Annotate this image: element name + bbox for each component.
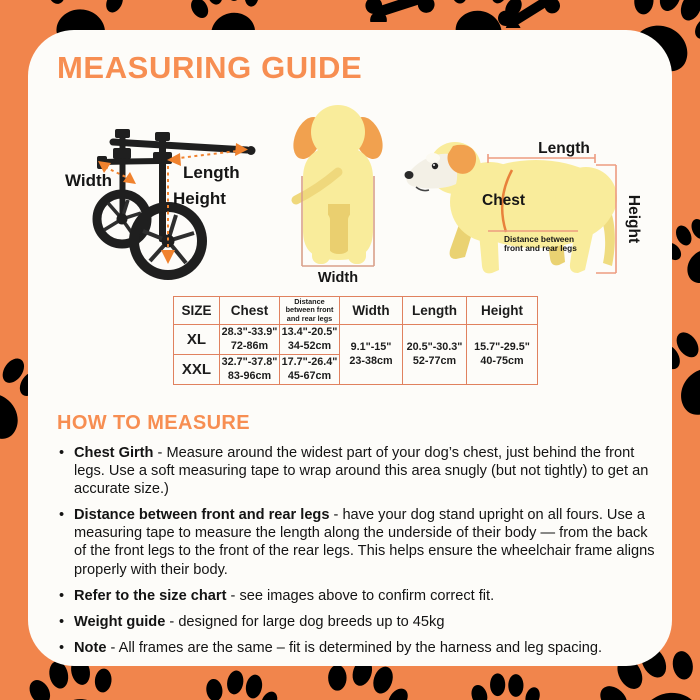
- cell-width-shared: 9.1"-15" 23-38cm: [340, 325, 403, 385]
- cell-distance-xxl: 17.7"-26.4" 45-67cm: [280, 355, 340, 385]
- cell-distance-xl: 13.4"-20.5" 34-52cm: [280, 325, 340, 355]
- cell-size-xxl: XXL: [174, 355, 220, 385]
- header-height: Height: [467, 297, 538, 325]
- dog-side-distance-label-line2: front and rear legs: [504, 243, 577, 253]
- cell-height-shared: 15.7"-29.5" 40-75cm: [467, 325, 538, 385]
- bone-icon: [362, 0, 438, 22]
- dog-wheelchair-illustration: [55, 106, 280, 288]
- bone-icon: [494, 0, 564, 28]
- dog-side-chest-label: Chest: [482, 192, 526, 209]
- header-distance: Distance between front and rear legs: [280, 297, 340, 325]
- dog-side-distance-label-line1: Distance between: [504, 234, 575, 244]
- list-item-chest-girth: • Chest Girth - Measure around the widest part of your dog’s chest, just behind the front legs. Use a soft measuring tape to wrap around this area snugly (but not tightly) to get an accurate size.): [57, 444, 655, 498]
- wheelchair-height-label: Height: [173, 189, 226, 208]
- table-row-xl: [174, 325, 538, 355]
- table-header-row: [174, 297, 538, 325]
- header-length: Length: [403, 297, 467, 325]
- dog-side-view-illustration: [398, 118, 660, 290]
- cell-chest-xxl: 32.7"-37.8" 83-96cm: [220, 355, 280, 385]
- how-to-measure-list: [57, 444, 655, 665]
- cell-chest-xl: 28.3"-33.9" 72-86m: [220, 325, 280, 355]
- big-wheel: [134, 207, 202, 275]
- paw-print-icon: [200, 666, 280, 700]
- how-to-measure-heading: HOW TO MEASURE: [57, 412, 251, 434]
- size-table: [173, 296, 538, 385]
- header-chest: Chest: [220, 297, 280, 325]
- list-item-size-chart: • Refer to the size chart - see images above to confirm correct fit.: [57, 587, 655, 605]
- dog-back-view-illustration: [272, 100, 412, 290]
- wheelchair-width-label: Width: [65, 171, 113, 190]
- dog-back-width-label: Width: [317, 270, 359, 286]
- list-item-weight-guide: • Weight guide - designed for large dog breeds up to 45kg: [57, 613, 655, 631]
- cell-size-xl: XL: [174, 325, 220, 355]
- wheelchair-length-label: Length: [183, 163, 240, 182]
- dog-side-length-label: Length: [538, 140, 590, 157]
- dog-side-height-label: Height: [625, 194, 642, 244]
- header-width: Width: [340, 297, 403, 325]
- list-item-distance: • Distance between front and rear legs - have your dog stand upright on all fours. Use a measuring tape to measure the length along the underside of their body — from the back of the front legs to the front of the rear legs. This helps ensure the wheelchair frame aligns properly with their body.: [57, 506, 655, 578]
- paw-print-icon: [468, 668, 544, 700]
- cell-length-shared: 20.5"-30.3" 52-77cm: [403, 325, 467, 385]
- page-title: MEASURING GUIDE: [57, 50, 363, 85]
- header-size: SIZE: [174, 297, 220, 325]
- list-item-note: • Note - All frames are the same – fit is determined by the harness and leg spacing.: [57, 639, 655, 657]
